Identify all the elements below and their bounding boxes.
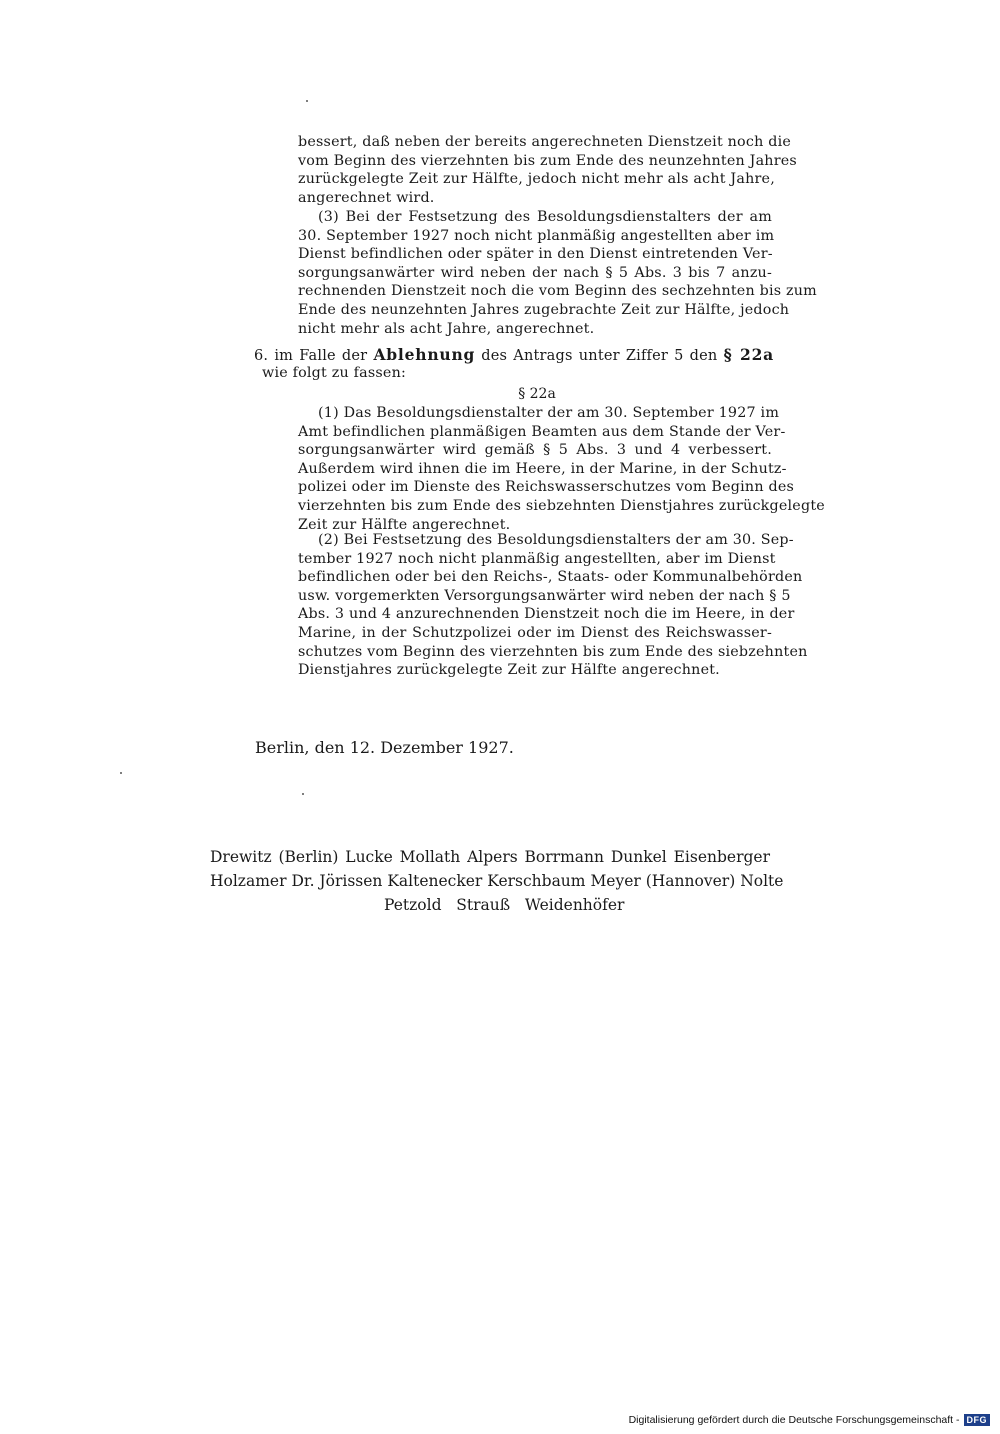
signature-row-1: [210, 845, 770, 869]
signature-name: Alpers: [467, 848, 518, 866]
text-line: (3) Bei der Festsetzung des Besoldungsdienstalters der am: [318, 209, 772, 225]
text-line: schutzes vom Beginn des vierzehnten bis zum Ende des siebzehnten: [298, 643, 808, 660]
text-line: angerechnet wird.: [298, 189, 435, 206]
text-line: Zeit zur Hälfte angerechnet.: [298, 516, 511, 533]
signature-name: Eisenberger: [673, 848, 770, 866]
paragraph-continuation: [298, 134, 797, 208]
text-line: vierzehnten bis zum Ende des siebzehnten Dienstjahres zurückgelegte: [298, 497, 825, 514]
scan-speck: [120, 772, 122, 774]
text-line: polizei oder im Dienste des Reichswasserschutzes vom Beginn des: [298, 479, 795, 496]
text-line: nicht mehr als acht Jahre, angerechnet.: [298, 320, 595, 337]
signature-name: Drewitz (Berlin): [210, 848, 339, 866]
signature-name: Strauß: [456, 896, 511, 914]
text-line: sorgungsanwärter wird neben der nach § 5 Abs. 3 bis 7 anzu-: [298, 264, 772, 281]
signature-name: Meyer (Hannover): [590, 872, 736, 890]
item-6-pre: 6. im Falle der: [254, 348, 368, 364]
signature-name: Petzold: [384, 896, 442, 914]
dateline: Berlin, den 12. Dezember 1927.: [255, 738, 514, 757]
digitization-footer: [629, 1414, 990, 1426]
scan-speck: [302, 793, 304, 795]
signature-name: Holzamer: [210, 872, 287, 890]
signatures: [210, 845, 784, 917]
text-line: Marine, in der Schutzpolizei oder im Dienst des Reichswasser-: [298, 624, 772, 641]
signature-name: Kaltenecker: [387, 872, 483, 890]
text-line: bessert, daß neben der bereits angerechneten Dienstzeit noch die: [298, 134, 792, 150]
subsection-1: [298, 405, 825, 535]
text-line: zurückgelegte Zeit zur Hälfte, jedoch nicht mehr als acht Jahre,: [298, 171, 775, 188]
item-6-mid: des Antrags unter Ziffer 5 den: [481, 348, 718, 364]
signature-name: Lucke: [345, 848, 393, 866]
signature-row-3: [210, 893, 770, 917]
text-line: rechnenden Dienstzeit noch die vom Beginn des sechzehnten bis zum: [298, 283, 817, 300]
text-line: (1) Das Besoldungsdienstalter der am 30. September 1927 im: [318, 405, 780, 421]
text-line: befindlichen oder bei den Reichs-, Staats- oder Kommunalbehörden: [298, 569, 803, 586]
item-6-line-1: [254, 345, 774, 365]
text-line: Außerdem wird ihnen die im Heere, in der Marine, in der Schutz-: [298, 460, 787, 477]
item-6-bold-ablehnung: Ablehnung: [373, 345, 476, 364]
subsection-2: [298, 532, 808, 681]
text-line: Amt befindlichen planmäßigen Beamten aus dem Stande der Ver-: [298, 423, 786, 440]
text-line: Dienstjahres zurückgelegte Zeit zur Hälfte angerechnet.: [298, 662, 720, 679]
signature-name: Kerschbaum: [487, 872, 586, 890]
signature-row-2: [210, 869, 784, 893]
text-line: (2) Bei Festsetzung des Besoldungsdienstalters der am 30. Sep-: [318, 532, 794, 548]
text-line: Abs. 3 und 4 anzurechnenden Dienstzeit noch die im Heere, in der: [298, 606, 795, 623]
signature-name: Dunkel: [610, 848, 667, 866]
item-6: [254, 345, 774, 384]
signature-name: Mollath: [399, 848, 461, 866]
text-line: 30. September 1927 noch nicht planmäßig angestellten aber im: [298, 227, 775, 244]
text-line: sorgungsanwärter wird gemäß § 5 Abs. 3 und 4 verbessert.: [298, 442, 772, 459]
scan-speck: [306, 100, 308, 102]
item-6-bold-section: § 22a: [723, 345, 774, 364]
text-line: Ende des neunzehnten Jahres zugebrachte Zeit zur Hälfte, jedoch: [298, 301, 790, 318]
text-line: vom Beginn des vierzehnten bis zum Ende des neunzehnten Jahres: [298, 152, 797, 169]
footer-text: Digitalisierung gefördert durch die Deutsche Forschungsgemeinschaft -: [628, 1414, 960, 1426]
signature-name: Borrmann: [524, 848, 604, 866]
text-line: usw. vorgemerkten Versorgungsanwärter wird neben der nach § 5: [298, 587, 791, 604]
dfg-logo-icon: DFG: [964, 1414, 991, 1426]
signature-name: Weidenhöfer: [524, 896, 625, 914]
item-6-line-2: wie folgt zu fassen:: [262, 365, 406, 381]
signature-name: Dr. Jörissen: [291, 872, 383, 890]
section-heading: § 22a: [518, 386, 556, 402]
text-line: tember 1927 noch nicht planmäßig angestellten, aber im Dienst: [298, 550, 776, 567]
paragraph-3: [298, 209, 817, 339]
text-line: Dienst befindlichen oder später in den Dienst eintretenden Ver-: [298, 246, 773, 263]
signature-name: Nolte: [740, 872, 784, 890]
